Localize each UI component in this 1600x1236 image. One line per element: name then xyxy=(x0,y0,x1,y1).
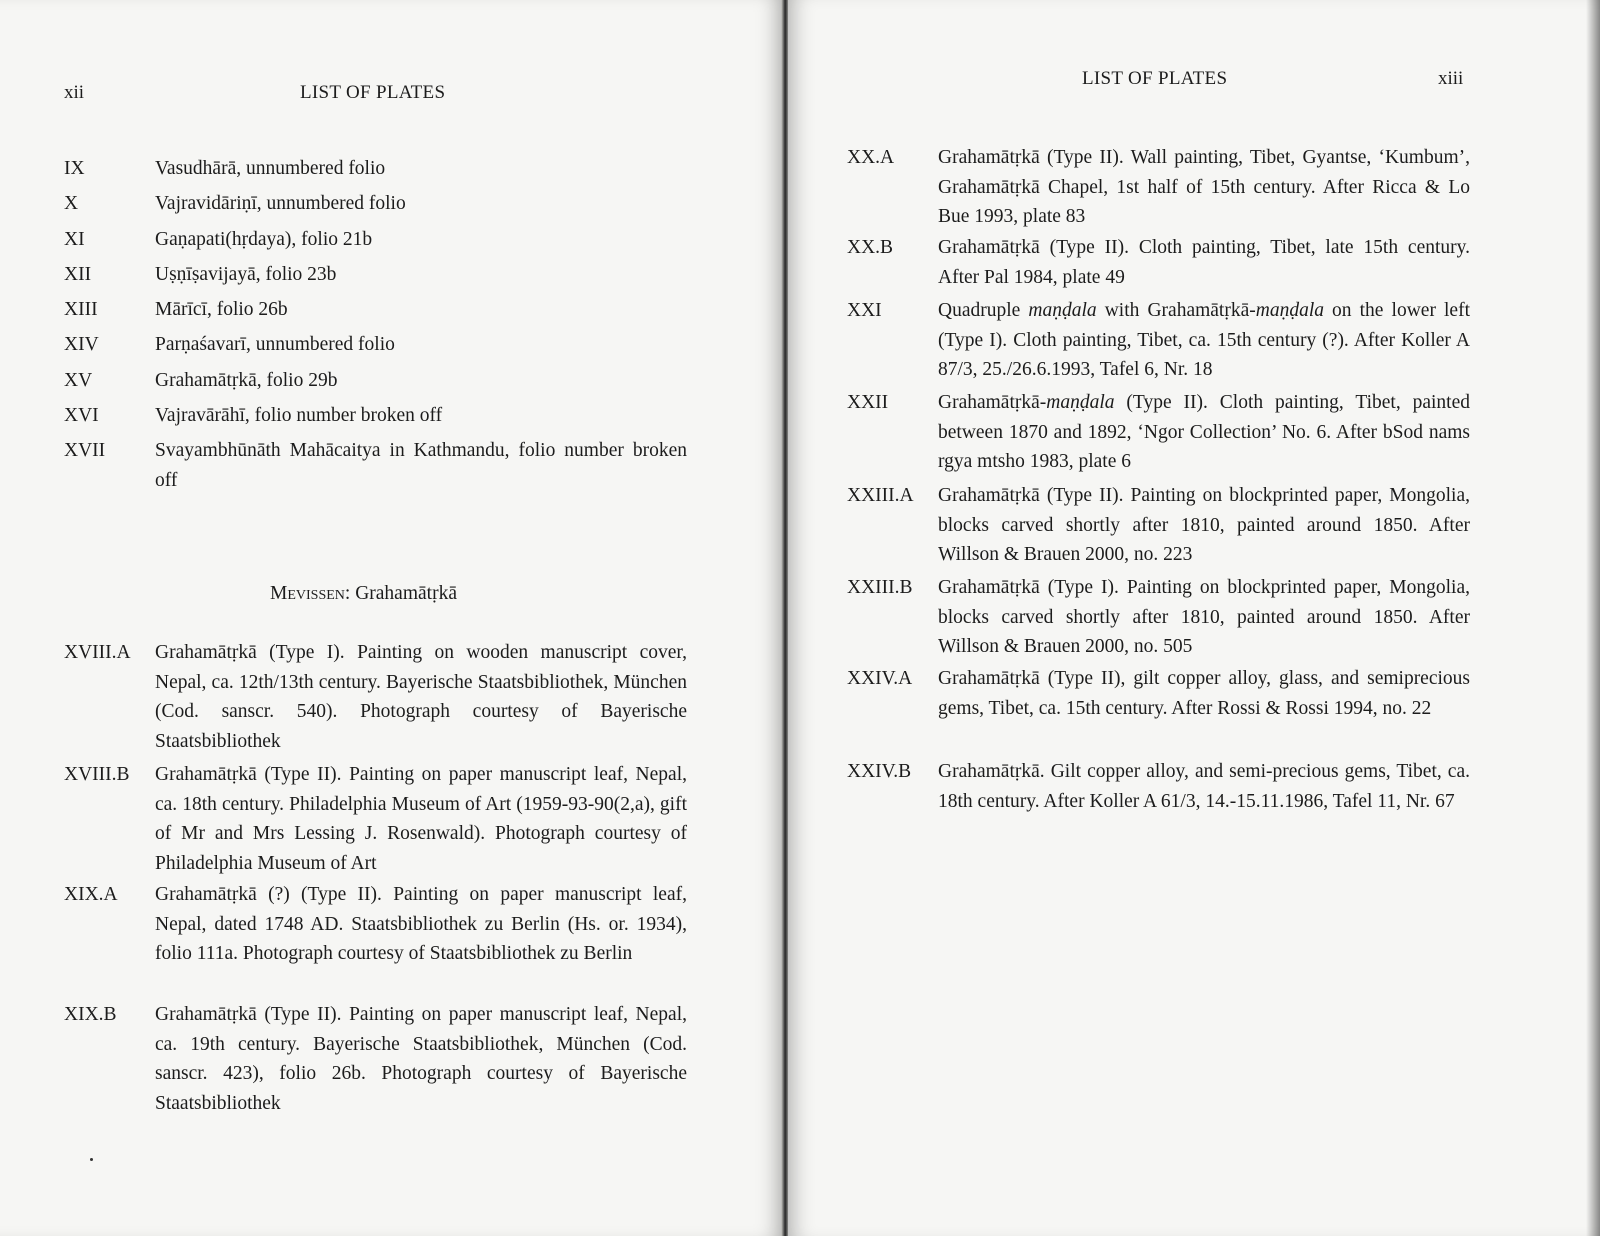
plate-number: XXIV.A xyxy=(847,668,913,689)
plate-caption: Grahamātṛkā, folio 29b xyxy=(155,370,338,391)
plate-entry xyxy=(64,330,704,360)
plate-entry xyxy=(847,664,1487,754)
caption-italic: maṇḍala xyxy=(1028,300,1097,321)
plate-number: XIX.B xyxy=(64,1004,117,1025)
caption-text: Grahamātṛkā (Type II). Painting on blockprinted paper, Mongolia, blocks carved shortly after 1810, painted around 1850. After Willson & Brauen 2000, no. 223 xyxy=(938,485,1470,565)
plate-number: XV xyxy=(64,370,93,391)
plate-entry xyxy=(64,880,704,1000)
plate-entry xyxy=(64,366,704,396)
plate-entry xyxy=(64,260,704,290)
plate-caption: Vajravidāriṇī, unnumbered folio xyxy=(155,193,406,214)
plate-entry xyxy=(847,757,1487,847)
plate-entry xyxy=(64,401,704,431)
section-heading xyxy=(270,583,457,605)
plate-caption: Mārīcī, folio 26b xyxy=(155,299,288,320)
plate-caption xyxy=(938,757,1470,816)
plate-entry xyxy=(847,296,1487,386)
plate-entry xyxy=(64,295,704,325)
plate-entry xyxy=(847,388,1487,478)
plate-number: XXII xyxy=(847,392,889,413)
plate-number: XVIII.B xyxy=(64,764,130,785)
plate-caption: Grahamātṛkā (Type I). Painting on wooden manuscript cover, Nepal, ca. 12th/13th century. Bayerische Staatsbibliothek, München (Cod. sanscr. 540). Photograph courtesy of Bayerische Staatsbibliothek xyxy=(155,642,687,752)
plate-caption: Uṣṇīṣavijayā, folio 23b xyxy=(155,264,337,285)
plate-caption: Grahamātṛkā (?) (Type II). Painting on paper manuscript leaf, Nepal, dated 1748 AD. Staatsbibliothek zu Berlin (Hs. or. 1934), folio 111a. Photograph courtesy of Staatsbibliothek zu Berlin xyxy=(155,884,687,964)
plate-caption xyxy=(938,233,1470,292)
plate-entry xyxy=(64,1000,704,1120)
plate-caption xyxy=(938,481,1470,570)
plate-number: XXIV.B xyxy=(847,761,912,782)
caption-text: Grahamātṛkā (Type II). Wall painting, Tibet, Gyantse, ‘Kumbum’, Grahamātṛkā Chapel, 1st half of 15th century. After Ricca & Lo Bue 1993, plate 83 xyxy=(938,147,1470,227)
caption-text: Grahamātṛkā- xyxy=(938,392,1047,413)
plate-number: XVIII.A xyxy=(64,642,131,663)
plate-entry xyxy=(64,154,704,184)
caption-text: with Grahamātṛkā- xyxy=(1096,300,1256,321)
page-edge-shadow xyxy=(1586,0,1600,1236)
plate-entry xyxy=(64,760,704,880)
plate-caption xyxy=(938,388,1470,477)
plate-number: XX.A xyxy=(847,147,895,168)
page-number: xiii xyxy=(1438,68,1464,89)
plate-entry xyxy=(847,573,1487,663)
plate-number: XVII xyxy=(64,440,106,461)
plate-caption xyxy=(938,143,1470,232)
plate-number: XXIII.B xyxy=(847,577,913,598)
caption-text: Grahamātṛkā. Gilt copper alloy, and semi-precious gems, Tibet, ca. 18th century. After Koller A 61/3, 14.-15.11.1986, Tafel 11, Nr. 67 xyxy=(938,761,1470,812)
section-title: Grahamātṛkā xyxy=(355,583,457,604)
plate-number: XII xyxy=(64,264,92,285)
running-head: LIST OF PLATES xyxy=(300,82,446,103)
caption-italic: maṇḍala xyxy=(1255,300,1324,321)
caption-text: Grahamātṛkā (Type I). Painting on blockprinted paper, Mongolia, blocks carved shortly after 1810, painted around 1850. After Willson & Brauen 2000, no. 505 xyxy=(938,577,1470,657)
page-number: xii xyxy=(64,82,85,103)
plate-caption: Gaṇapati(hṛdaya), folio 21b xyxy=(155,229,373,250)
plate-entry xyxy=(64,225,704,255)
plate-caption: Grahamātṛkā (Type II). Painting on paper manuscript leaf, Nepal, ca. 19th century. Bayerische Staatsbibliothek, München (Cod. sanscr. 423), folio 26b. Photograph courtesy of Bayerische Staatsbibliothek xyxy=(155,1004,687,1114)
plate-number: XVI xyxy=(64,405,99,426)
right-page xyxy=(788,0,1600,1236)
plate-number: XX.B xyxy=(847,237,894,258)
plate-caption: Vasudhārā, unnumbered folio xyxy=(155,158,386,179)
caption-text: Quadruple xyxy=(938,300,1029,321)
plate-entry xyxy=(64,189,704,219)
caption-text: Grahamātṛkā (Type II). Cloth painting, Tibet, late 15th century. After Pal 1984, plate 49 xyxy=(938,237,1470,288)
section-author: Mevissen xyxy=(270,583,345,604)
plate-entry xyxy=(847,481,1487,571)
caption-italic: maṇḍala xyxy=(1046,392,1115,413)
running-head: LIST OF PLATES xyxy=(1082,68,1228,89)
plate-caption: Grahamātṛkā (Type II). Painting on paper manuscript leaf, Nepal, ca. 18th century. Philadelphia Museum of Art (1959-93-90(2,a), gift of Mr and Mrs Lessing J. Rosenwald). Photograph courtesy of Philadelphia Museum of Art xyxy=(155,764,687,874)
plate-number: XIII xyxy=(64,299,98,320)
plate-caption: Svayambhūnāth Mahācaitya in Kathmandu, folio number broken off xyxy=(155,440,687,491)
plate-number: X xyxy=(64,193,79,214)
section-separator: : xyxy=(344,583,356,604)
plate-number: XIV xyxy=(64,334,99,355)
caption-text: Grahamātṛkā (Type II), gilt copper alloy, glass, and semiprecious gems, Tibet, ca. 15th century. After Rossi & Rossi 1994, no. 22 xyxy=(938,668,1470,719)
paper-speck xyxy=(90,1158,93,1161)
plate-number: IX xyxy=(64,158,85,179)
plate-caption: Parṇaśavarī, unnumbered folio xyxy=(155,334,395,355)
plate-number: XXIII.A xyxy=(847,485,914,506)
plate-caption xyxy=(938,664,1470,723)
plate-number: XXI xyxy=(847,300,882,321)
plate-entry xyxy=(847,233,1487,295)
caption-text: on the lower left (Type I). Cloth painting, Tibet, ca. 15th century (?). After Koller A 87/3, 25./26.6.1993, Tafel 6, Nr. 18 xyxy=(938,300,1470,380)
plate-entry xyxy=(64,436,704,498)
plate-number: XIX.A xyxy=(64,884,118,905)
plate-caption xyxy=(938,296,1470,385)
caption-text: (Type II). Cloth painting, Tibet, painted between 1870 and 1892, ‘Ngor Collection’ No. 6. After bSod nams rgya mtsho 1983, plate 6 xyxy=(938,392,1470,472)
plate-entry xyxy=(64,638,704,758)
plate-entry xyxy=(847,143,1487,233)
plate-caption xyxy=(938,573,1470,662)
plate-caption: Vajravārāhī, folio number broken off xyxy=(155,405,443,426)
plate-number: XI xyxy=(64,229,85,250)
left-page xyxy=(0,0,783,1236)
